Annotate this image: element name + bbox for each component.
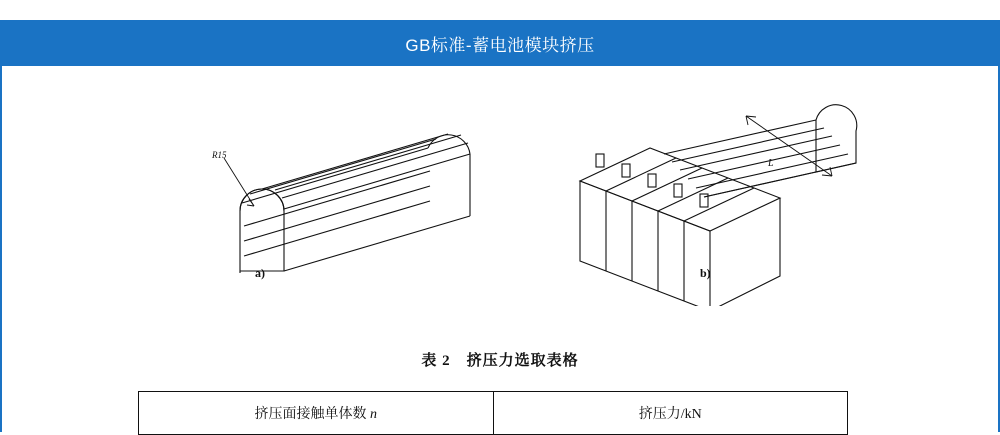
length-annotation: L xyxy=(768,158,774,169)
radius-annotation: R15 xyxy=(212,150,227,160)
table-header-row xyxy=(139,392,848,435)
variable-n: n xyxy=(370,407,377,422)
figure-a-drawing xyxy=(170,76,590,306)
document-body xyxy=(0,66,1000,432)
figure-b-drawing xyxy=(560,76,980,306)
table-caption xyxy=(0,349,1000,370)
figure-b-caption: b) xyxy=(700,266,711,280)
table-header-cell-force: 挤压力/kN xyxy=(493,392,848,435)
extrusion-force-table xyxy=(138,391,848,435)
figure-a-caption: a) xyxy=(255,266,265,280)
table-caption-number: 表 2 xyxy=(421,353,451,369)
table-caption-text: 挤压力选取表格 xyxy=(466,353,579,369)
table-header-cell-contact-cells: 挤压面接触单体数 n xyxy=(139,392,494,435)
page-title: GB标准-蓄电池模块挤压 xyxy=(405,35,595,55)
page-header-bar xyxy=(0,20,1000,66)
figure-area xyxy=(0,66,1000,336)
